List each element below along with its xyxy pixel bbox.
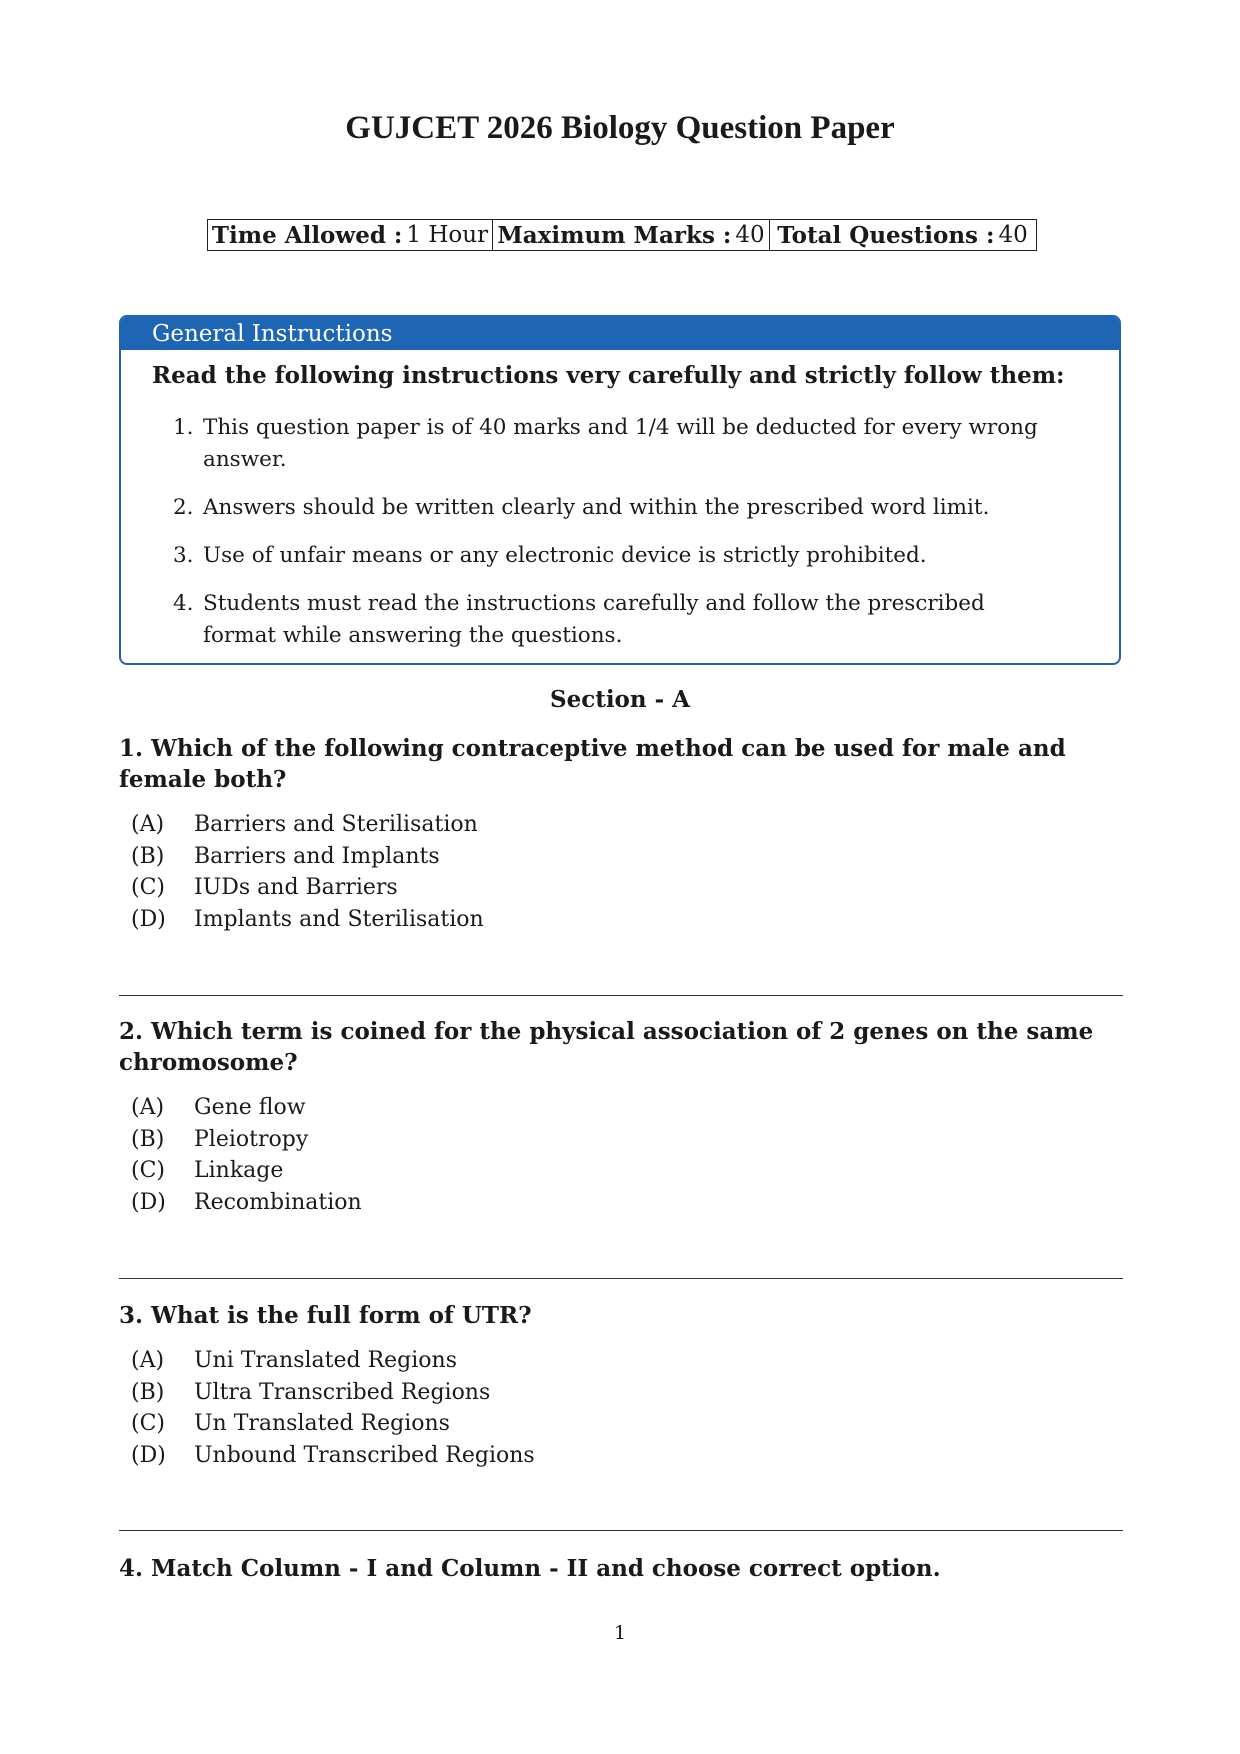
- option-text: Implants and Sterilisation: [194, 906, 484, 932]
- exam-meta-table: [207, 219, 1037, 251]
- instructions-lead: Read the following instructions very carefully and strictly follow them:: [152, 362, 1065, 389]
- option-label: (C): [131, 875, 165, 900]
- option-d[interactable]: [131, 904, 1123, 936]
- question-2: [119, 1016, 1123, 1218]
- option-text: Barriers and Implants: [194, 843, 440, 869]
- option-c[interactable]: [131, 1155, 1123, 1187]
- question-divider: [119, 995, 1123, 996]
- option-label: (C): [131, 1411, 165, 1436]
- options-list: [131, 1345, 1123, 1471]
- option-label: (D): [131, 1442, 166, 1468]
- question-divider: [119, 1530, 1123, 1531]
- option-label: (A): [131, 812, 165, 837]
- option-text: Un Translated Regions: [194, 1411, 450, 1436]
- maximum-marks-value: 40: [735, 222, 765, 248]
- option-b[interactable]: [131, 1124, 1123, 1156]
- option-label: (D): [131, 906, 166, 932]
- option-label: (B): [131, 843, 165, 869]
- option-d[interactable]: [131, 1440, 1123, 1472]
- option-label: (B): [131, 1126, 165, 1152]
- general-instructions-box: [119, 315, 1121, 665]
- time-allowed-label: Time Allowed :: [211, 221, 403, 249]
- option-text: Linkage: [194, 1158, 284, 1183]
- instruction-item: [173, 588, 1053, 652]
- option-b[interactable]: [131, 1377, 1123, 1409]
- option-text: Barriers and Sterilisation: [194, 812, 478, 837]
- option-text: Pleiotropy: [194, 1126, 309, 1152]
- option-text: Ultra Transcribed Regions: [194, 1379, 491, 1405]
- total-questions-cell: [769, 220, 1035, 250]
- option-a[interactable]: [131, 1345, 1123, 1377]
- instruction-item: [173, 412, 1053, 476]
- option-label: (A): [131, 1348, 165, 1373]
- instruction-number: 1.: [173, 415, 194, 440]
- instructions-heading: General Instructions: [121, 317, 1119, 350]
- instruction-number: 3.: [173, 543, 194, 568]
- question-1: [119, 733, 1123, 935]
- instruction-item: [173, 492, 1053, 524]
- question-text: 1. Which of the following contraceptive method can be used for male and female both?: [119, 735, 1066, 793]
- option-label: (C): [131, 1158, 165, 1183]
- question-3: [119, 1300, 1123, 1471]
- option-a[interactable]: [131, 1092, 1123, 1124]
- instruction-text: Students must read the instructions carefully and follow the prescribed format while answering the questions.: [203, 591, 985, 648]
- question-4: [119, 1553, 1123, 1584]
- option-label: (D): [131, 1189, 166, 1215]
- instruction-number: 4.: [173, 591, 194, 616]
- option-b[interactable]: [131, 841, 1123, 873]
- instruction-text: This question paper is of 40 marks and 1/4 will be deducted for every wrong answer.: [203, 415, 1038, 472]
- maximum-marks-label: Maximum Marks :: [497, 221, 732, 249]
- instruction-text: Use of unfair means or any electronic device is strictly prohibited.: [203, 543, 927, 568]
- option-text: IUDs and Barriers: [194, 875, 398, 900]
- time-allowed-cell: [208, 220, 492, 250]
- option-c[interactable]: [131, 872, 1123, 904]
- option-text: Recombination: [194, 1189, 362, 1215]
- question-divider: [119, 1278, 1123, 1279]
- option-c[interactable]: [131, 1408, 1123, 1440]
- instruction-text: Answers should be written clearly and within the prescribed word limit.: [203, 495, 990, 520]
- option-text: Unbound Transcribed Regions: [194, 1442, 535, 1468]
- instruction-item: [173, 540, 1053, 572]
- total-questions-label: Total Questions :: [777, 221, 995, 249]
- option-text: Uni Translated Regions: [194, 1348, 458, 1373]
- option-label: (B): [131, 1379, 165, 1405]
- maximum-marks-cell: [492, 220, 769, 250]
- question-text: 3. What is the full form of UTR?: [119, 1302, 532, 1329]
- options-list: [131, 1092, 1123, 1218]
- instructions-list: [173, 412, 1053, 665]
- total-questions-value: 40: [998, 222, 1028, 248]
- time-allowed-value: 1 Hour: [406, 222, 489, 248]
- question-text: 4. Match Column - I and Column - II and choose correct option.: [119, 1555, 941, 1582]
- instruction-number: 2.: [173, 495, 194, 520]
- section-heading: Section - A: [549, 686, 691, 713]
- option-a[interactable]: [131, 809, 1123, 841]
- option-label: (A): [131, 1095, 165, 1120]
- option-d[interactable]: [131, 1187, 1123, 1219]
- option-text: Gene flow: [194, 1095, 306, 1120]
- options-list: [131, 809, 1123, 935]
- page-title: GUJCET 2026 Biology Question Paper: [345, 110, 895, 146]
- page-number: 1: [613, 1622, 627, 1644]
- question-text: 2. Which term is coined for the physical association of 2 genes on the same chromosome?: [119, 1018, 1094, 1076]
